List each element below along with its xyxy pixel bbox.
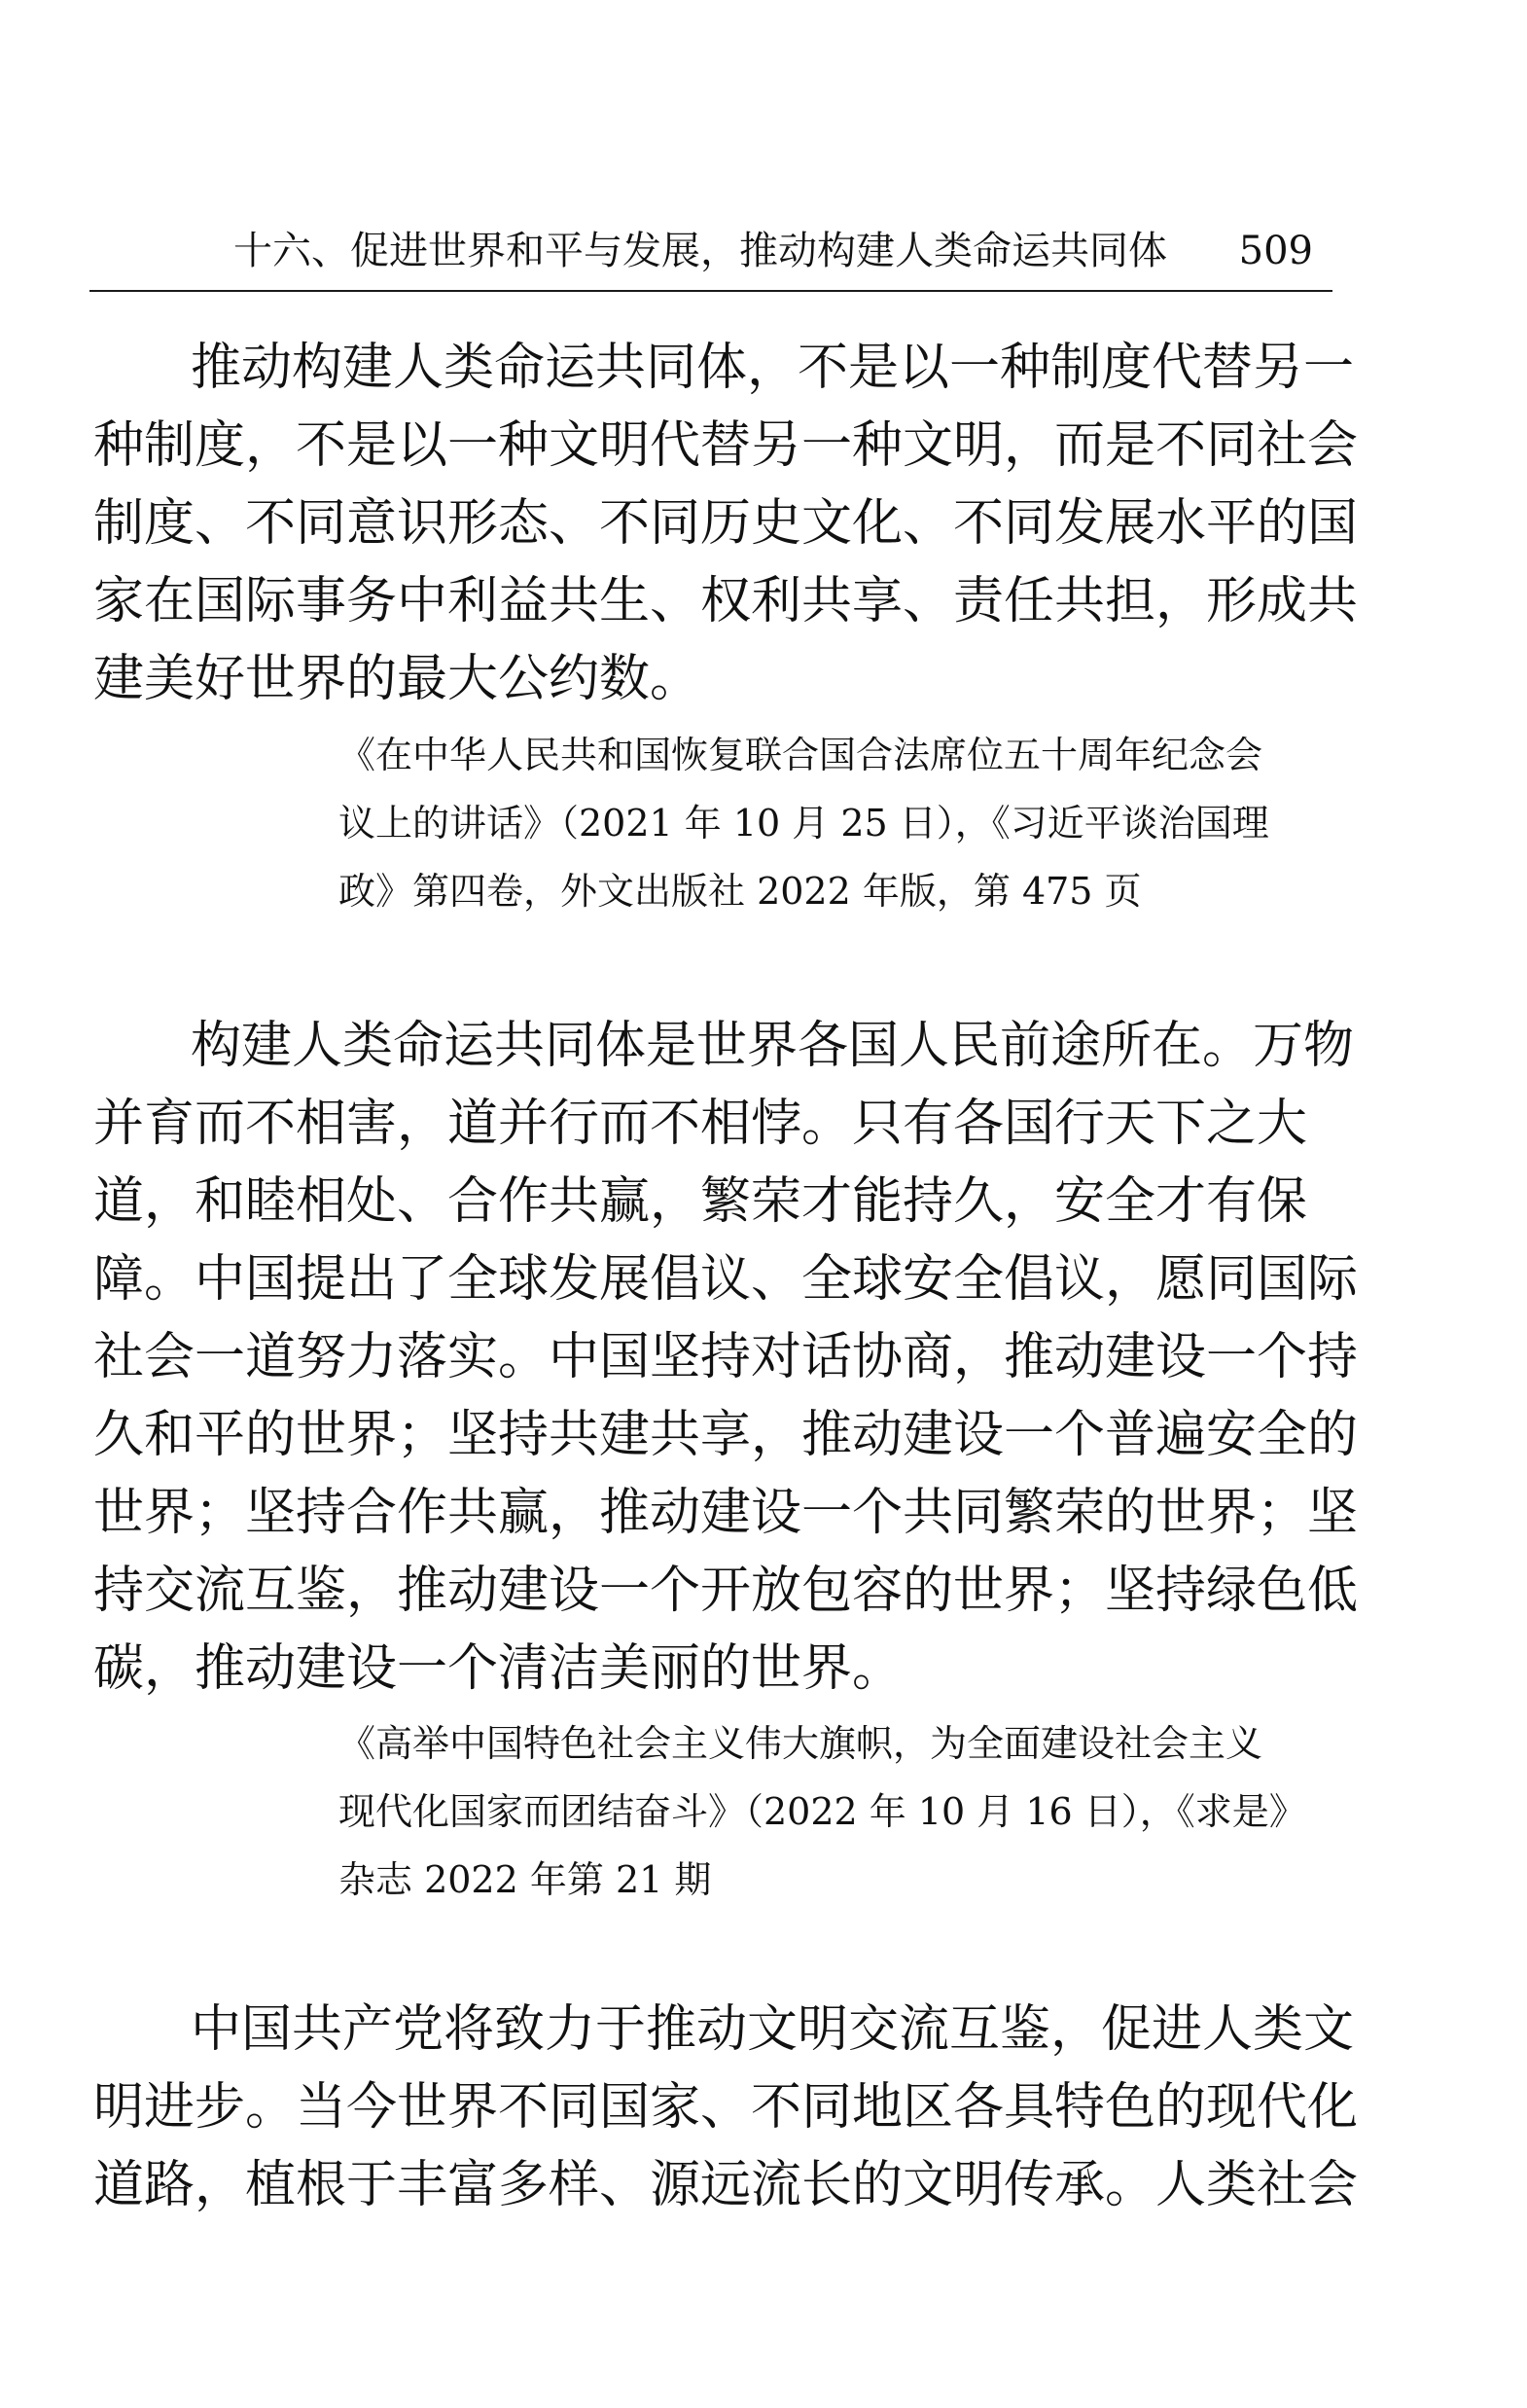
chapter-title: 十六、促进世界和平与发展，推动构建人类命运共同体 [233,229,1167,273]
text-line: 制度、不同意识形态、不同历史文化、不同发展水平的国 [93,494,1359,553]
text-line: 障。中国提出了全球发展倡议、全球安全倡议，愿同国际 [93,1250,1359,1309]
text-line: 碳，推动建设一个清洁美丽的世界。 [93,1639,904,1698]
text-line: 构建人类命运共同体是世界各国人民前途所在。万物 [191,1017,1355,1075]
text-line: 种制度，不是以一种文明代替另一种文明，而是不同社会 [93,416,1359,475]
citation-line: 《在中华人民共和国恢复联合国合法席位五十周年纪念会 [338,734,1263,776]
text-line: 道路，植根于丰富多样、源远流长的文明传承。人类社会 [93,2156,1359,2214]
running-header [89,222,1332,292]
text-line: 社会一道努力落实。中国坚持对话协商，推动建设一个持 [93,1328,1359,1386]
citation-line: 政》第四卷，外文出版社 2022 年版，第 475 页 [338,870,1142,913]
text-line: 持交流互鉴，推动建设一个开放包容的世界；坚持绿色低 [93,1562,1359,1620]
text-line: 久和平的世界；坚持共建共享，推动建设一个普遍安全的 [93,1406,1359,1464]
text-line: 建美好世界的最大公约数。 [93,650,701,708]
citation-line: 现代化国家而团结奋斗》（2022 年 10 月 16 日），《求是》 [338,1790,1306,1833]
text-line: 明进步。当今世界不同国家、不同地区各具特色的现代化 [93,2078,1359,2137]
text-line: 家在国际事务中利益共生、权利共享、责任共担，形成共 [93,572,1359,630]
text-line: 中国共产党将致力于推动文明交流互鉴，促进人类文 [191,2000,1355,2059]
citation-line: 杂志 2022 年第 21 期 [338,1858,712,1901]
citation-line: 议上的讲话》（2021 年 10 月 25 日），《习近平谈治国理 [338,802,1269,845]
text-line: 世界；坚持合作共赢，推动建设一个共同繁荣的世界；坚 [93,1484,1359,1542]
citation-line: 《高举中国特色社会主义伟大旗帜，为全面建设社会主义 [338,1722,1263,1765]
page-number: 509 [1238,229,1313,273]
text-line: 推动构建人类命运共同体，不是以一种制度代替另一 [191,339,1355,397]
text-line: 并育而不相害，道并行而不相悖。只有各国行天下之大 [93,1095,1308,1153]
text-line: 道，和睦相处、合作共赢，繁荣才能持久，安全才有保 [93,1172,1308,1231]
